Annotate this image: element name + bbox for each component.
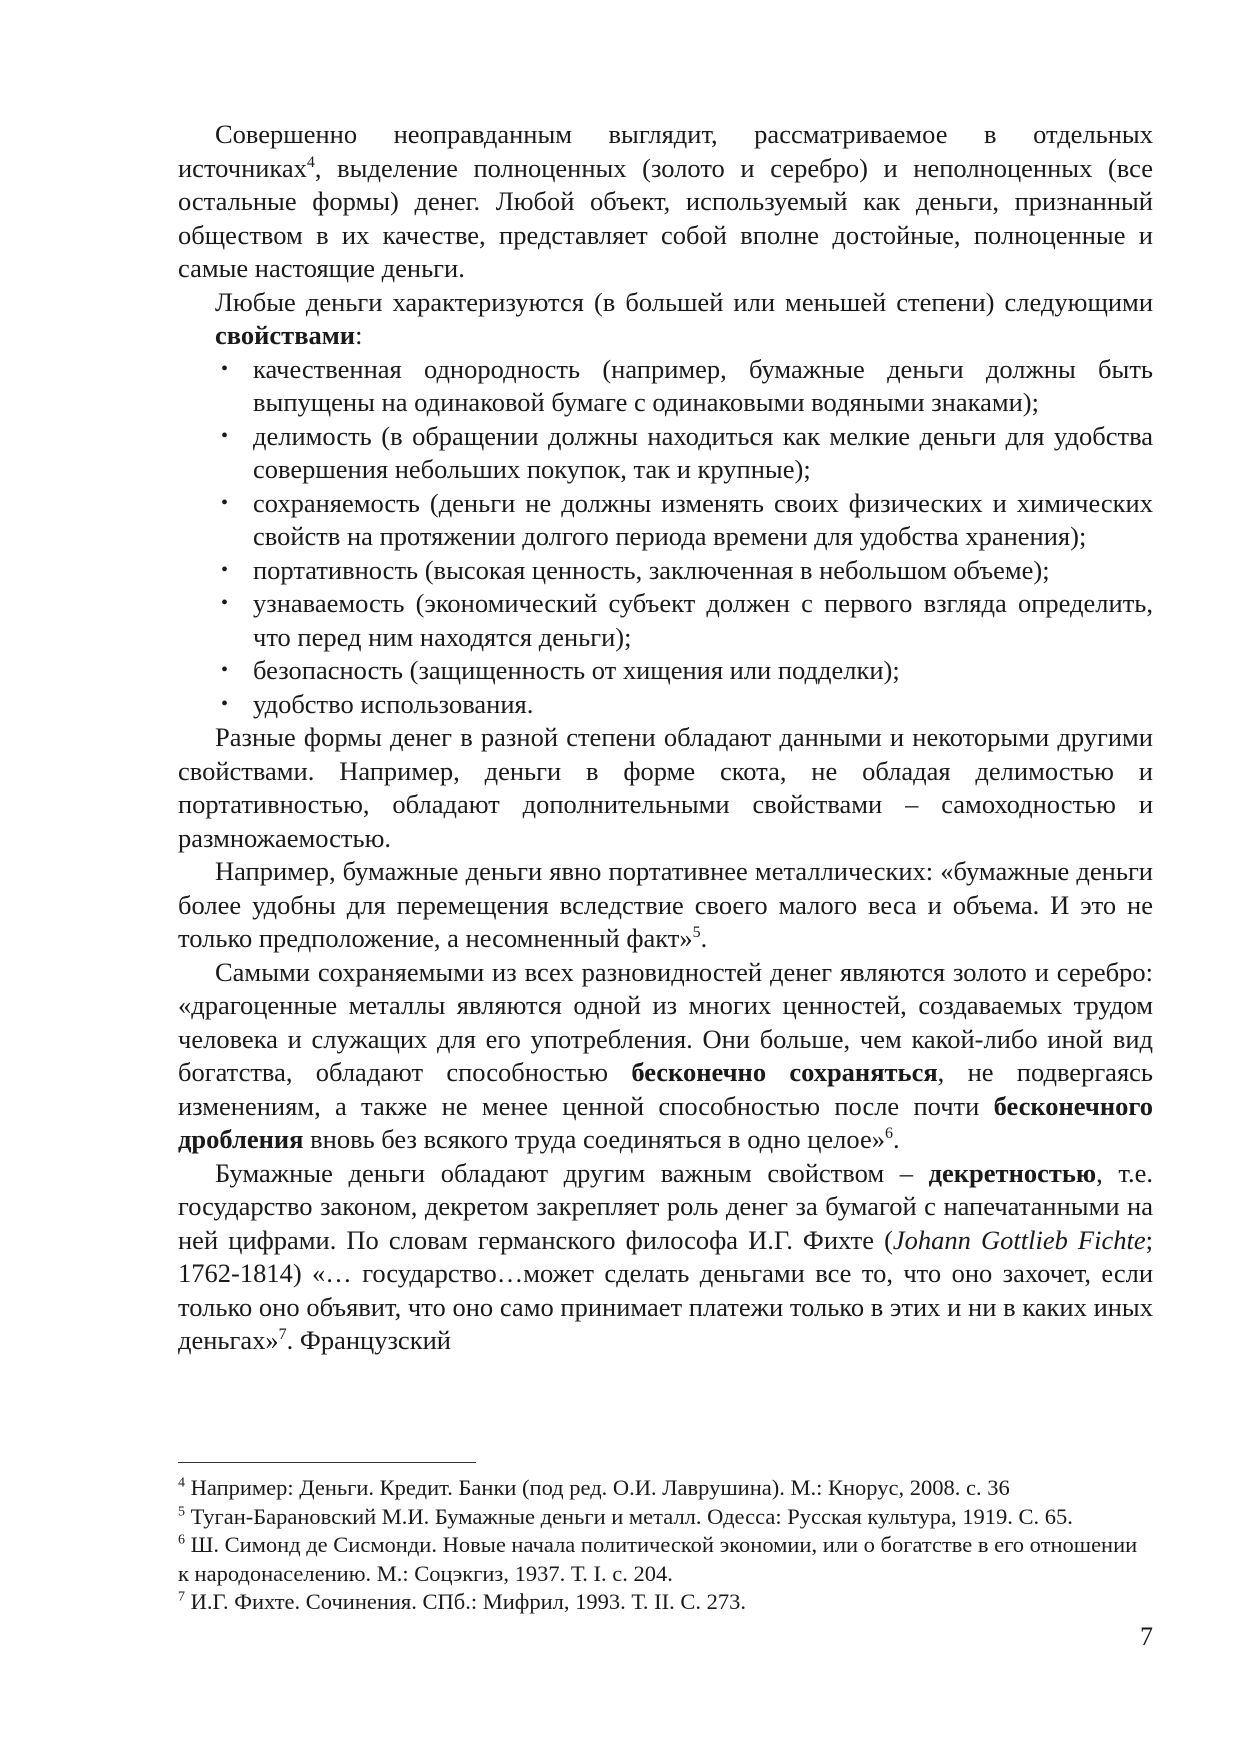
bullet-icon: • <box>221 357 229 380</box>
paragraph-5 <box>178 956 1153 1157</box>
paragraph-4-end: . <box>700 923 708 953</box>
paragraph-5-text-2: , не подвергаясь изменениям, а также не менее ценной способностью после почти <box>178 1057 1153 1121</box>
footnote-number: 4 <box>178 1475 185 1491</box>
paragraph-3 <box>178 721 1153 855</box>
footnote-text: Ш. Симонд де Сисмонди. Новые начала политической экономии, или о богатстве в его отношении к народонаселению. М.: Соцэкгиз, 1937. Т. I. с. 204. <box>178 1532 1138 1586</box>
list-item-text: делимость (в обращении должны находиться как мелкие деньги для удобства совершения небольших покупок, так и крупные); <box>253 420 1153 484</box>
paragraph-3-text: Разные формы денег в разной степени обладают данными и некоторыми другими свойствами. Например, деньги в форме скота, не обладая делимостью и портативностью, обладают дополнительными свойствами – самоходностью и размножаемостью. <box>178 722 1153 853</box>
footnote-7 <box>178 1588 1153 1617</box>
footnotes <box>178 1474 1153 1617</box>
paragraph-2-bold: свойствами <box>215 320 356 350</box>
paragraph-2 <box>215 286 1153 353</box>
list-item <box>215 420 1153 487</box>
paragraph-1 <box>178 118 1153 286</box>
footnote-6 <box>178 1531 1153 1588</box>
list-item <box>215 654 1153 688</box>
paragraph-6-end: . Французский <box>286 1325 451 1355</box>
paragraph-2-colon: : <box>355 320 363 350</box>
main-text <box>178 118 1153 1358</box>
footnote-ref-4[interactable]: 4 <box>306 153 315 171</box>
footnote-number: 6 <box>178 1532 185 1548</box>
footnote-number: 7 <box>178 1589 185 1605</box>
footnote-ref-6[interactable]: 6 <box>884 1125 893 1143</box>
paragraph-6-text-2: , т.е. государство законом, декретом закрепляет роль денег за бумагой с напечатанными на ней цифрами. По словам германского философа И.Г. Фихте ( <box>178 1157 1154 1255</box>
bullet-icon: • <box>221 424 229 447</box>
bullet-icon: • <box>221 592 229 614</box>
paragraph-1-text: Совершенно неоправданным выглядит, рассматриваемое в отдельных источниках <box>178 119 1153 183</box>
paragraph-5-end: . <box>892 1124 900 1154</box>
properties-list <box>215 353 1153 722</box>
footnote-5 <box>178 1503 1153 1532</box>
paragraph-4-text: Например, бумажные деньги явно портативнее металлических: «бумажные деньги более удобны для перемещения вследствие своего малого веса и объема. И это не только предположение, а несомненный факт» <box>178 856 1153 953</box>
bullet-icon: • <box>221 659 229 681</box>
footnote-number: 5 <box>178 1504 185 1519</box>
page-number: 7 <box>1140 1622 1153 1651</box>
paragraph-4 <box>178 855 1153 956</box>
bullet-icon: • <box>221 558 229 581</box>
footnote-4 <box>178 1474 1153 1503</box>
footnote-ref-5[interactable]: 5 <box>692 924 701 942</box>
paragraph-6-text-3: ; 1762-1814) «… государство…может сделать деньгами все то, что оно захочет, если только оно объявит, что оно само принимает платежи только в этих и ни в каких иных деньгах» <box>178 1224 1153 1355</box>
paragraph-1-text-cont: , выделение полноценных (золото и серебро) и неполноценных (все остальные формы) денег. Любой объект, используемый как деньги, признанный обществом в их качестве, представляет собой вполне достойные, полноценные и самые настоящие деньги. <box>178 152 1153 283</box>
paragraph-5-text: Самыми сохраняемыми из всех разновидностей денег являются золото и серебро: «драгоценные металлы являются одной из многих ценностей, создаваемых трудом человека и служащих для его употребления. Они больше, чем какой-либо иной вид богатства, обладают способностью <box>178 956 1153 1087</box>
paragraph-6-italic: Johann Gottlieb Fichte <box>892 1224 1146 1255</box>
list-item <box>215 353 1153 420</box>
paragraph-2-text: Любые деньги характеризуются (в большей или меньшей степени) следующими <box>215 286 1153 317</box>
list-item <box>215 487 1153 554</box>
list-item-text: узнаваемость (экономический субъект должен с первого взгляда определить, что перед ним находятся деньги); <box>253 588 1153 652</box>
footnote-text: Туган-Барановский М.И. Бумажные деньги и металл. Одесса: Русская культура, 1919. С. 65. <box>185 1503 1073 1529</box>
list-item-text: сохраняемость (деньги не должны изменять своих физических и химических свойств на протяжении долгого периода времени для удобства хранения); <box>253 487 1153 551</box>
list-item <box>215 587 1153 654</box>
paragraph-6-bold: декретностью <box>928 1157 1097 1188</box>
list-item-text: удобство использования. <box>253 688 534 719</box>
bullet-icon: • <box>221 491 229 514</box>
paragraph-5-text-3: вновь без всякого труда соединяться в одно целое» <box>303 1124 885 1154</box>
list-item <box>215 688 1153 722</box>
paragraph-5-bold-2: бесконечного дробления <box>178 1090 1153 1154</box>
footnote-ref-7[interactable]: 7 <box>278 1326 287 1344</box>
paragraph-6 <box>178 1157 1153 1358</box>
footnote-text: Например: Деньги. Кредит. Банки (под ред. О.И. Лаврушина). М.: Кнорус, 2008. с. 36 <box>185 1475 1010 1500</box>
paragraph-6-text: Бумажные деньги обладают другим важным свойством – <box>215 1157 929 1188</box>
paragraph-5-bold-1: бесконечно сохраняться <box>631 1057 938 1087</box>
list-item-text: качественная однородность (например, бумажные деньги должны быть выпущены на одинаковой бумаге с одинаковыми водяными знаками); <box>253 353 1153 417</box>
list-item-text: портативность (высокая ценность, заключенная в небольшом объеме); <box>253 554 1050 585</box>
footnote-text: И.Г. Фихте. Сочинения. СПб.: Мифрил, 1993. Т. II. С. 273. <box>185 1589 746 1614</box>
list-item-text: безопасность (защищенность от хищения или подделки); <box>253 655 900 685</box>
list-item <box>215 554 1153 588</box>
bullet-icon: • <box>221 692 229 715</box>
footnote-separator <box>178 1462 476 1463</box>
